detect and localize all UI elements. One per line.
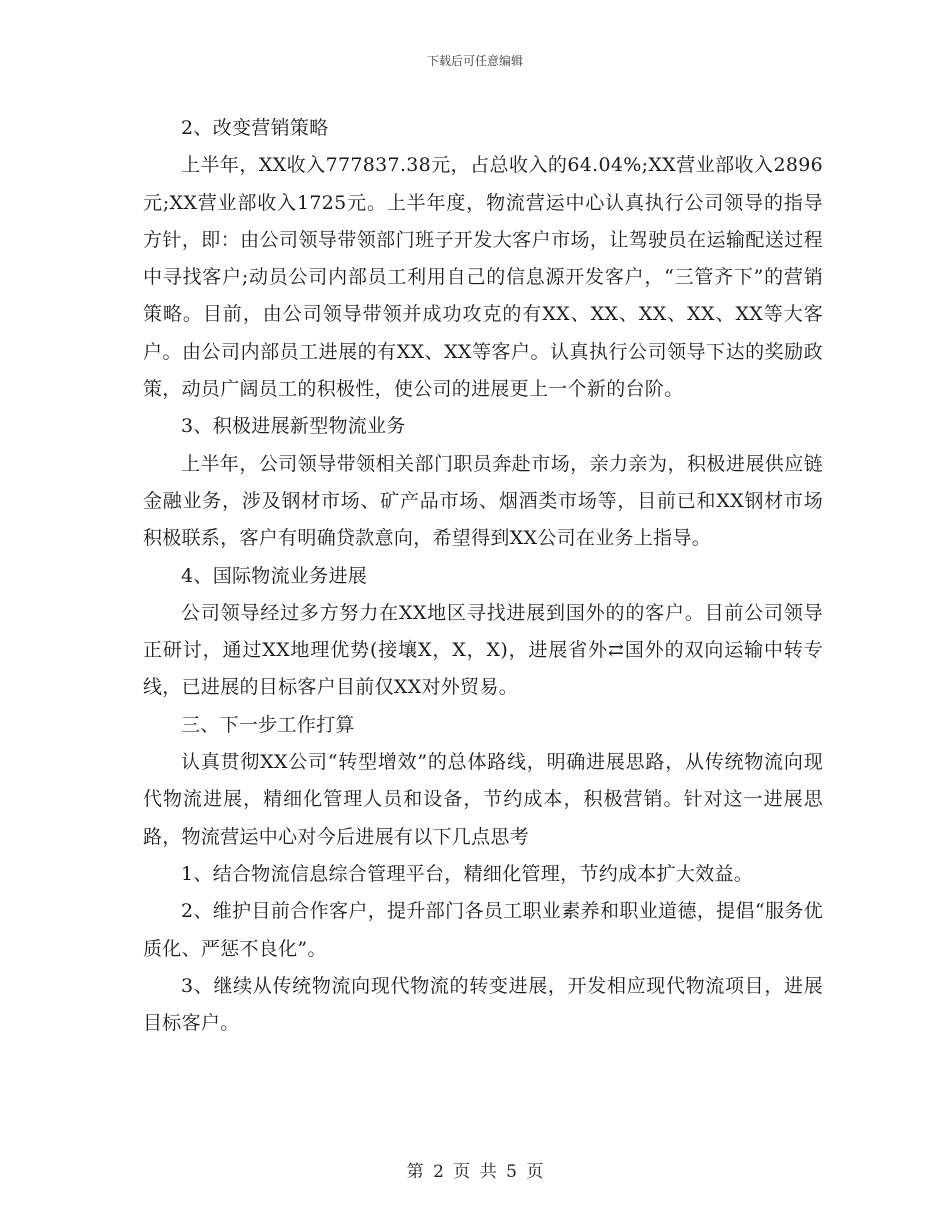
list-item-2: 2、维护目前合作客户，提升部门各员工职业素养和职业道德，提倡“服务优质化、严惩不良化”。	[143, 900, 823, 960]
section-heading-marketing: 2、改变营销策略	[181, 117, 329, 139]
section-heading-international: 4、国际物流业务进展	[181, 564, 368, 587]
page-footer: 第 2 页 共 5 页	[406, 1162, 544, 1182]
section-heading-new-logistics: 3、积极进展新型物流业务	[181, 415, 406, 438]
paragraph-new-logistics: 上半年，公司领导带领相关部门职员奔赴市场，亲力亲为，积极进展供应链金融业务，涉及钢材市场、矿产品市场、烟酒类市场等，目前已和XX钢材市场积极联系，客户有明确贷款意向，希望得到XX公司在业务上指导。	[143, 452, 823, 550]
page-header: 下载后可任意编辑	[426, 54, 523, 68]
paragraph-next-steps: 认真贯彻XX公司“转型增效”的总体路线，明确进展思路，从传统物流向现代物流进展，精细化管理人员和设备，节约成本，积极营销。针对这一进展思路，物流营运中心对今后进展有以下几点思考	[143, 751, 823, 848]
document-body	[143, 110, 823, 1042]
section-heading-next-steps: 三、下一步工作打算	[181, 713, 355, 736]
list-item-1: 1、结合物流信息综合管理平台，精细化管理，节约成本扩大效益。	[181, 862, 754, 885]
paragraph-international: 公司领导经过多方努力在XX地区寻找进展到国外的的客户。目前公司领导正研讨，通过XX地理优势(接壤X，X，X)，进展省外⇄国外的双向运输中转专线，已进展的目标客户目前仅XX对外贸易。	[143, 601, 823, 699]
list-item-3: 3、继续从传统物流向现代物流的转变进展，开发相应现代物流项目，进展目标客户。	[143, 974, 823, 1035]
paragraph-marketing: 上半年，XX收入777837.38元，占总收入的64.04%;XX营业部收入2896元;XX营业部收入1725元。上半年度，物流营运中心认真执行公司领导的指导方针，即：由公司领导带领部门班子开发大客户市场，让驾驶员在运输配送过程中寻找客户;动员公司内部员工利用自己的信息源开发客户，“三管齐下”的营销策略。目前，由公司领导带领并成功攻克的有XX、XX、XX、XX、XX等大客户。由公司内部员工进展的有XX、XX等客户。认真执行公司领导下达的奖励政策，动员广阔员工的积极性，使公司的进展更上一个新的台阶。	[143, 154, 823, 401]
